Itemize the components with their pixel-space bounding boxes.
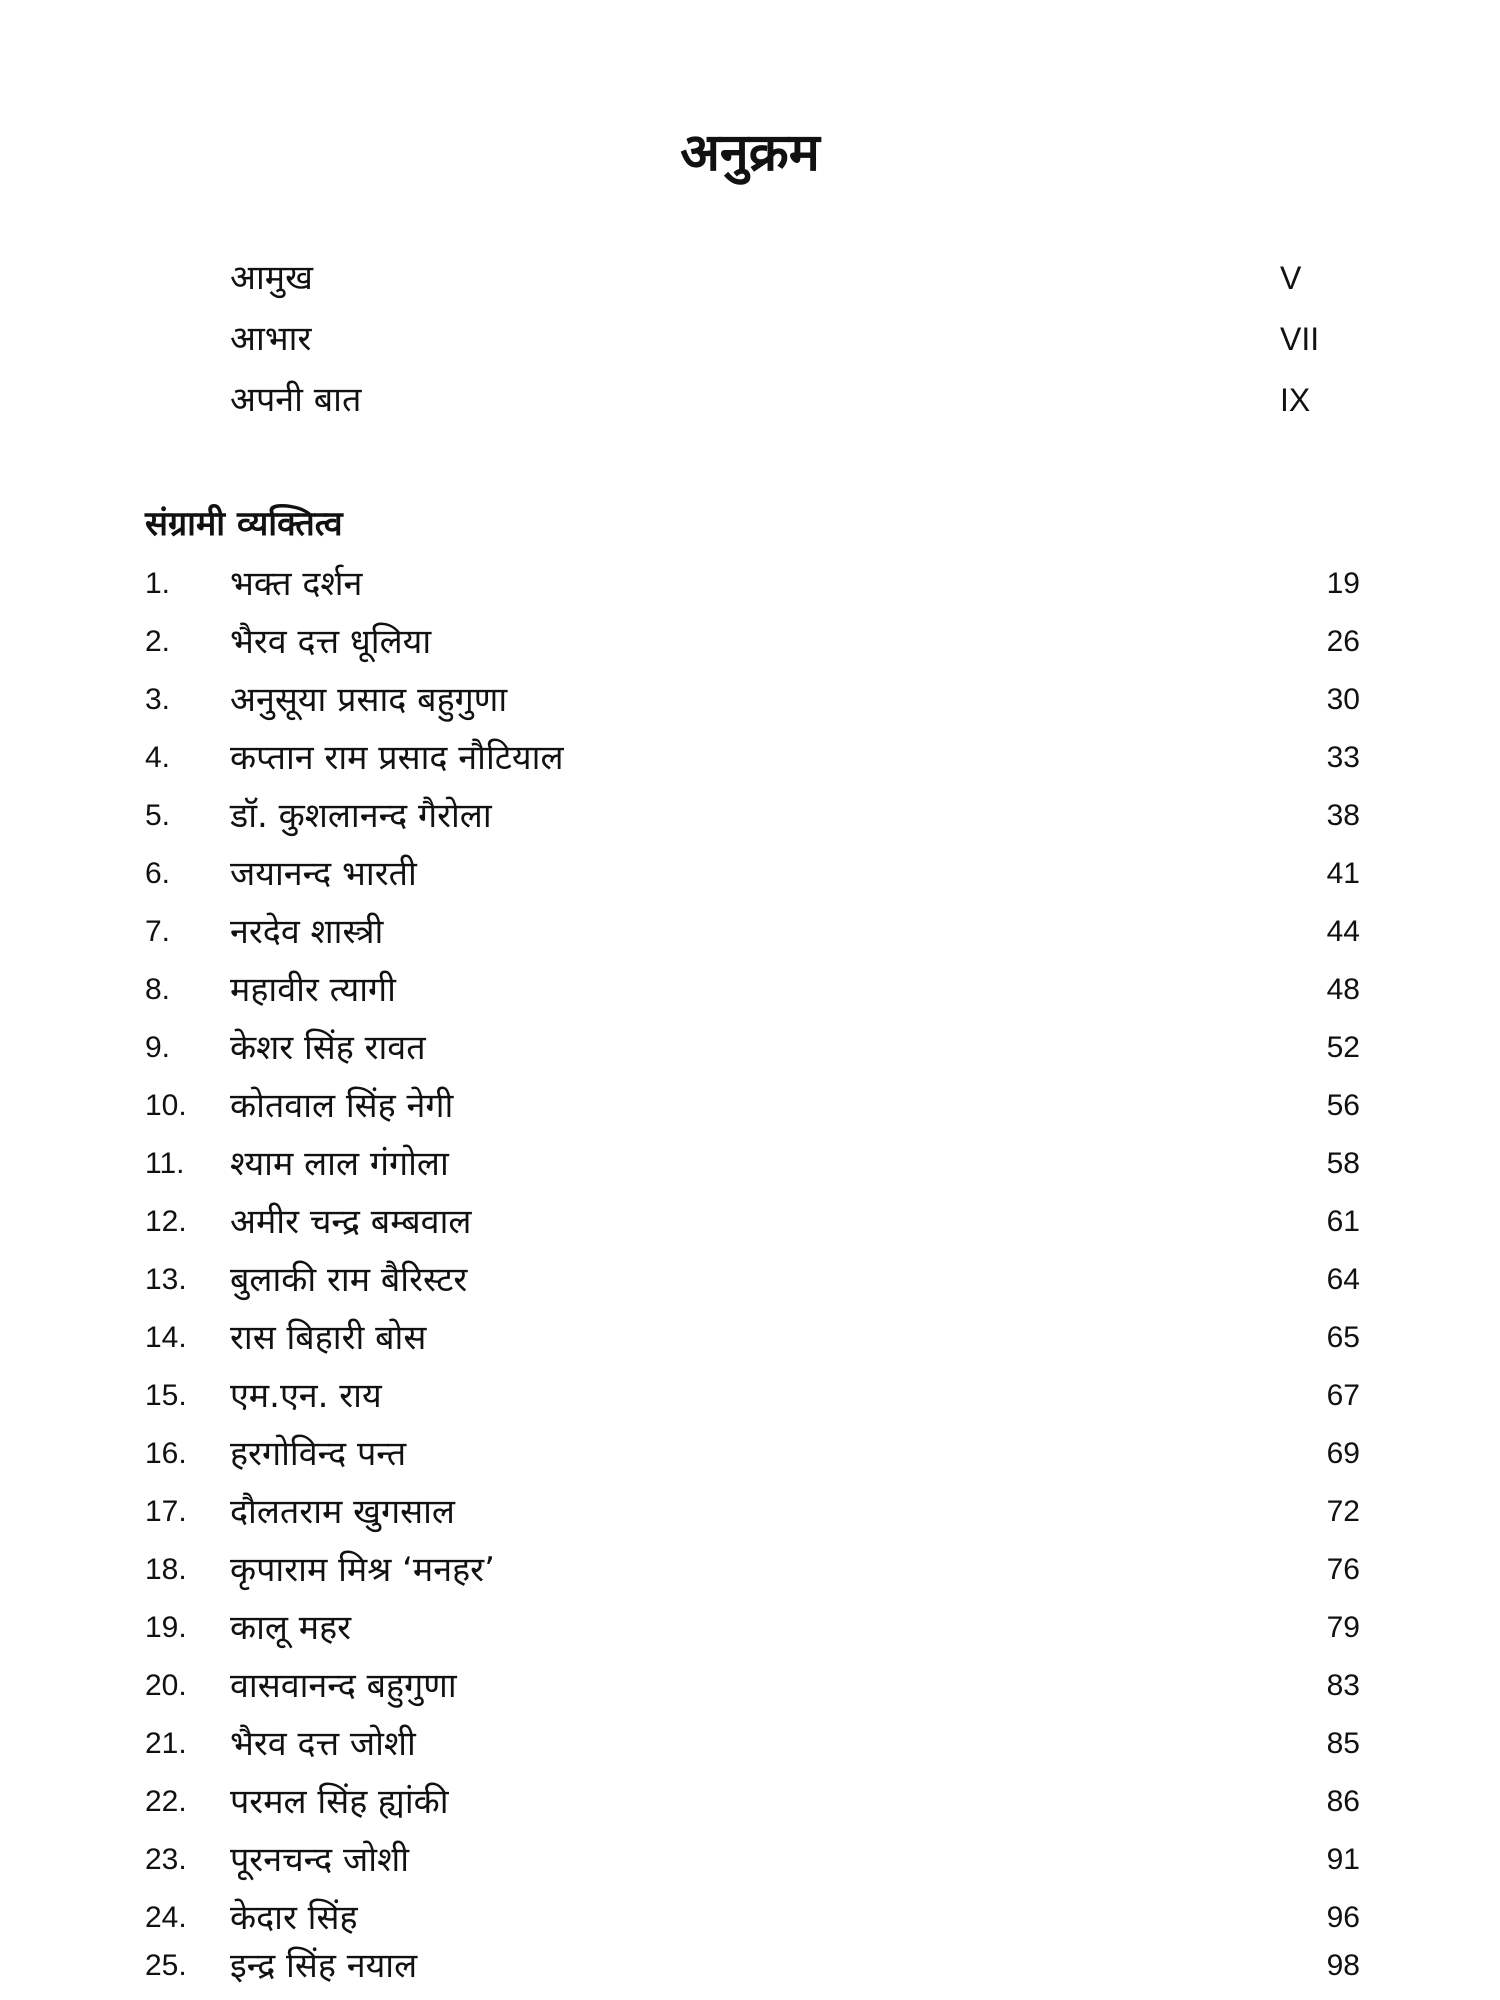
entry-title: कप्तान राम प्रसाद नौटियाल bbox=[230, 738, 564, 778]
toc-entry bbox=[145, 1020, 1360, 1076]
entry-number: 6. bbox=[145, 857, 171, 890]
entry-number: 13. bbox=[145, 1263, 187, 1296]
entry-page: 67 bbox=[1326, 1379, 1360, 1412]
toc-entry bbox=[145, 1136, 1360, 1192]
entry-title: महावीर त्यागी bbox=[230, 970, 396, 1010]
front-matter-label: आमुख bbox=[230, 258, 313, 298]
front-matter-row bbox=[230, 311, 1330, 367]
entry-title: बुलाकी राम बैरिस्टर bbox=[230, 1260, 468, 1300]
entry-number: 10. bbox=[145, 1089, 187, 1122]
entry-page: 76 bbox=[1326, 1553, 1360, 1586]
entry-number: 2. bbox=[145, 625, 171, 658]
entry-title: भैरव दत्त धूलिया bbox=[230, 622, 432, 662]
toc-entry bbox=[145, 1368, 1360, 1424]
toc-entry bbox=[145, 1716, 1360, 1772]
entry-number: 24. bbox=[145, 1901, 187, 1934]
entry-page: 44 bbox=[1326, 915, 1360, 948]
entry-page: 69 bbox=[1326, 1437, 1360, 1470]
front-matter-page: VII bbox=[1280, 321, 1320, 357]
entry-title: श्याम लाल गंगोला bbox=[230, 1144, 449, 1184]
entry-number: 23. bbox=[145, 1843, 187, 1876]
front-matter-label: आभार bbox=[230, 319, 312, 359]
entry-number: 19. bbox=[145, 1611, 187, 1644]
entry-page: 98 bbox=[1326, 1949, 1360, 1982]
entry-number: 8. bbox=[145, 973, 171, 1006]
entry-page: 83 bbox=[1326, 1669, 1360, 1702]
entry-number: 17. bbox=[145, 1495, 187, 1528]
toc-entry bbox=[145, 1426, 1360, 1482]
toc-entry bbox=[145, 1600, 1360, 1656]
entry-page: 41 bbox=[1326, 857, 1360, 890]
front-matter-label: अपनी बात bbox=[230, 380, 362, 420]
front-matter-row bbox=[230, 250, 1330, 306]
entry-page: 26 bbox=[1326, 625, 1360, 658]
entry-title: कालू महर bbox=[230, 1608, 352, 1648]
toc-entry bbox=[145, 556, 1360, 612]
entry-title: रास बिहारी बोस bbox=[230, 1318, 427, 1358]
entry-title: कोतवाल सिंह नेगी bbox=[230, 1086, 454, 1126]
entry-title: जयानन्द भारती bbox=[230, 854, 417, 894]
entry-title: पूरनचन्द जोशी bbox=[230, 1840, 410, 1880]
entry-page: 33 bbox=[1326, 741, 1360, 774]
entry-number: 3. bbox=[145, 683, 171, 716]
entry-number: 16. bbox=[145, 1437, 187, 1470]
entry-number: 14. bbox=[145, 1321, 187, 1354]
entry-title: हरगोविन्द पन्त bbox=[230, 1434, 407, 1474]
toc-entry bbox=[145, 788, 1360, 844]
entry-title: अनुसूया प्रसाद बहुगुणा bbox=[230, 680, 508, 720]
entry-page: 72 bbox=[1326, 1495, 1360, 1528]
entry-number: 25. bbox=[145, 1949, 187, 1982]
entry-number: 22. bbox=[145, 1785, 187, 1818]
page-title: अनुक्रम bbox=[680, 123, 820, 183]
front-matter-row bbox=[230, 372, 1330, 428]
entry-number: 7. bbox=[145, 915, 171, 948]
entry-number: 18. bbox=[145, 1553, 187, 1586]
entry-title: परमल सिंह ह्यांकी bbox=[230, 1782, 449, 1822]
toc-entry bbox=[145, 1774, 1360, 1830]
entry-number: 11. bbox=[145, 1147, 185, 1180]
entry-title: नरदेव शास्त्री bbox=[230, 912, 384, 952]
toc-entry bbox=[145, 1310, 1360, 1366]
toc-entry bbox=[145, 730, 1360, 786]
entry-title: एम.एन. राय bbox=[230, 1376, 382, 1416]
toc-entry bbox=[145, 846, 1360, 902]
front-matter-page: V bbox=[1280, 260, 1302, 296]
entry-page: 48 bbox=[1326, 973, 1360, 1006]
entry-page: 19 bbox=[1326, 567, 1360, 600]
front-matter-page: IX bbox=[1280, 382, 1311, 418]
entry-page: 85 bbox=[1326, 1727, 1360, 1760]
entry-page: 86 bbox=[1326, 1785, 1360, 1818]
entry-page: 38 bbox=[1326, 799, 1360, 832]
entry-page: 65 bbox=[1326, 1321, 1360, 1354]
toc-entry bbox=[145, 1078, 1360, 1134]
toc-entry bbox=[145, 1194, 1360, 1250]
entry-title: केशर सिंह रावत bbox=[230, 1028, 426, 1068]
entry-number: 12. bbox=[145, 1205, 187, 1238]
entry-number: 9. bbox=[145, 1031, 171, 1064]
entry-title: डॉ. कुशलानन्द गैरोला bbox=[230, 796, 492, 836]
entry-title: भैरव दत्त जोशी bbox=[230, 1724, 416, 1764]
section-heading: संग्रामी व्यक्तित्व bbox=[145, 504, 343, 544]
entry-number: 15. bbox=[145, 1379, 187, 1412]
entry-title: अमीर चन्द्र बम्बवाल bbox=[230, 1202, 472, 1242]
entry-title: दौलतराम खुगसाल bbox=[230, 1492, 455, 1532]
entry-page: 56 bbox=[1326, 1089, 1360, 1122]
toc-entry bbox=[145, 962, 1360, 1018]
entry-title: भक्त दर्शन bbox=[230, 564, 363, 604]
toc-entry bbox=[145, 1484, 1360, 1540]
entry-title: इन्द्र सिंह नयाल bbox=[230, 1946, 418, 1986]
entry-page: 58 bbox=[1326, 1147, 1360, 1180]
entry-page: 91 bbox=[1326, 1843, 1360, 1876]
entry-page: 52 bbox=[1326, 1031, 1360, 1064]
entry-page: 79 bbox=[1326, 1611, 1360, 1644]
toc-entry bbox=[145, 614, 1360, 670]
entry-page: 30 bbox=[1326, 683, 1360, 716]
toc-entry bbox=[145, 904, 1360, 960]
entry-title: वासवानन्द बहुगुणा bbox=[230, 1666, 457, 1706]
toc-entry bbox=[145, 672, 1360, 728]
entry-page: 96 bbox=[1326, 1901, 1360, 1934]
toc-entry bbox=[145, 1658, 1360, 1714]
entry-title: कृपाराम मिश्र ‘मनहर’ bbox=[230, 1550, 495, 1590]
toc-entry bbox=[145, 1938, 1360, 1994]
toc-entry bbox=[145, 1542, 1360, 1598]
entry-number: 20. bbox=[145, 1669, 187, 1702]
entry-number: 4. bbox=[145, 741, 171, 774]
toc-entry bbox=[145, 1252, 1360, 1308]
entry-page: 61 bbox=[1326, 1205, 1360, 1238]
entry-number: 5. bbox=[145, 799, 171, 832]
entry-number: 1. bbox=[145, 567, 171, 600]
toc-entry bbox=[145, 1832, 1360, 1888]
entry-page: 64 bbox=[1326, 1263, 1360, 1296]
entry-number: 21. bbox=[145, 1727, 187, 1760]
entry-title: केदार सिंह bbox=[230, 1898, 358, 1938]
